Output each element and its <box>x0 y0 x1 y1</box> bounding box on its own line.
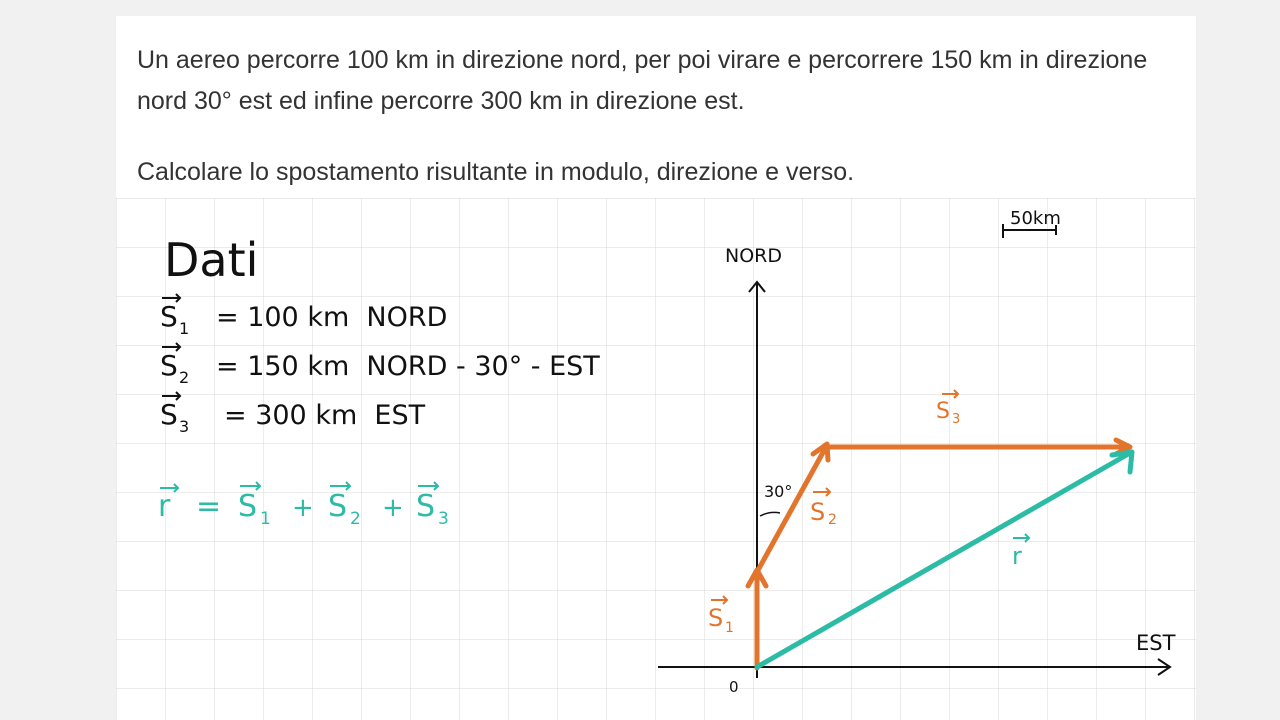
drawing-board <box>116 198 1196 720</box>
equation-term-symbol: S <box>328 489 348 524</box>
data-value: = 100 km NORD <box>216 302 448 333</box>
vector-s1-subscript: 1 <box>725 620 734 636</box>
vector-s3-symbol: S <box>936 399 950 424</box>
equation-term-subscript: 2 <box>350 509 361 529</box>
equation-term-symbol: S <box>238 489 258 524</box>
axis-north-label: NORD <box>725 245 782 267</box>
equation-lhs: r <box>158 489 171 524</box>
problem-statement <box>137 40 1187 193</box>
vector-subscript: 2 <box>179 368 190 387</box>
vector-subscript: 1 <box>179 319 190 338</box>
origin-label: 0 <box>729 678 739 696</box>
vector-s2-symbol: S <box>810 498 826 526</box>
vector-symbol: S <box>160 300 178 333</box>
vector-r-symbol: r <box>1012 542 1022 570</box>
axis-east-label: EST <box>1136 631 1176 655</box>
data-value: = 150 km NORD - 30° - EST <box>216 351 600 382</box>
vector-subscript: 3 <box>179 417 190 436</box>
equation-term-subscript: 3 <box>438 509 449 529</box>
grid-paper <box>116 198 1196 720</box>
equation-term-symbol: S <box>416 489 436 524</box>
problem-text-1: Un aereo percorre 100 km in direzione nord, per poi virare e percorrere 150 km in direzione nord 30° est ed infine percorre 300 km in direzione est. <box>137 46 1148 115</box>
equation-plus: + <box>292 493 314 523</box>
vector-symbol: S <box>160 398 178 431</box>
equation-term-subscript: 1 <box>260 509 271 529</box>
scale-label: 50km <box>1010 208 1061 229</box>
problem-text-2: Calcolare lo spostamento risultante in modulo, direzione e verso. <box>137 158 855 186</box>
angle-label: 30° <box>764 482 793 501</box>
vector-s1-symbol: S <box>708 604 724 632</box>
notes-heading: Dati <box>164 233 259 287</box>
equation-plus: + <box>382 493 404 523</box>
data-value: = 300 km EST <box>224 400 426 431</box>
vector-s3-subscript: 3 <box>952 412 961 427</box>
equation-equals: = <box>196 489 222 524</box>
vector-symbol: S <box>160 349 178 382</box>
vector-s2-subscript: 2 <box>828 512 837 528</box>
